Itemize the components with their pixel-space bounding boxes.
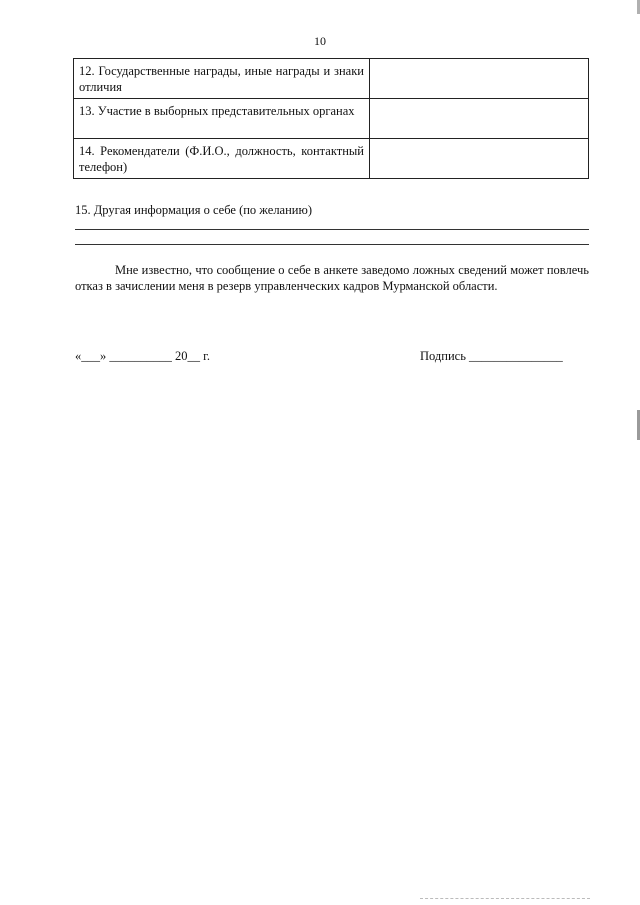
questionnaire-table — [73, 58, 589, 179]
scan-footer-mark — [420, 898, 590, 899]
row-value-awards[interactable] — [370, 59, 589, 99]
row-label-awards: 12. Государственные награды, иные награды и знаки отличия — [74, 59, 370, 99]
other-info-fill-line[interactable] — [75, 229, 589, 230]
row-value-elected-bodies[interactable] — [370, 99, 589, 139]
signature-field[interactable]: Подпись _______________ — [420, 349, 563, 363]
other-info-fill-line[interactable] — [75, 244, 589, 245]
page-number: 10 — [314, 34, 326, 48]
other-info-label: 15. Другая информация о себе (по желанию) — [75, 203, 312, 217]
table-row — [74, 99, 589, 139]
declaration-text: Мне известно, что сообщение о себе в анкете заведомо ложных сведений может повлечь отказ в зачислении меня в резерв управленческих кадров Мурманской области. — [75, 263, 589, 293]
row-value-recommenders[interactable] — [370, 139, 589, 179]
table-row — [74, 139, 589, 179]
row-label-elected-bodies: 13. Участие в выборных представительных органах — [74, 99, 370, 139]
row-label-recommenders: 14. Рекомендатели (Ф.И.О., должность, контактный телефон) — [74, 139, 370, 179]
table-row — [74, 59, 589, 99]
date-field[interactable]: «___» __________ 20__ г. — [75, 349, 210, 363]
